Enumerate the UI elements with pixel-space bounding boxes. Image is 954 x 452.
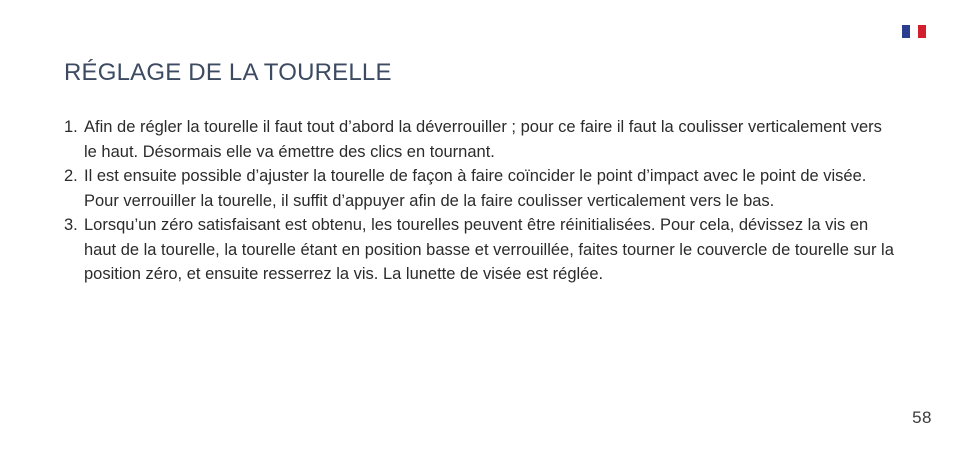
flag-stripe-white [910, 25, 918, 38]
step-text: Afin de régler la tourelle il faut tout d’abord la déverrouiller ; pour ce faire il faut la coulisser verticalement vers le haut. Désormais elle va émettre des clics en tournant. [84, 118, 882, 161]
instruction-list [64, 115, 894, 287]
instruction-step [64, 115, 894, 164]
step-number: 3. [64, 216, 78, 234]
page-number: 58 [912, 408, 932, 427]
page-title: RÉGLAGE DE LA TOURELLE [64, 59, 392, 86]
step-number: 2. [64, 167, 78, 185]
step-number: 1. [64, 118, 78, 136]
flag-stripe-red [918, 25, 926, 38]
step-text: Il est ensuite possible d’ajuster la tourelle de façon à faire coïncider le point d’impact avec le point de visée. Pour verrouiller la tourelle, il suffit d’appuyer afin de la faire coulisser verticalement vers le bas. [84, 167, 867, 210]
instruction-step [64, 164, 894, 213]
flag-stripe-blue [902, 25, 910, 38]
instruction-step [64, 213, 894, 287]
step-text: Lorsqu’un zéro satisfaisant est obtenu, les tourelles peuvent être réinitialisées. Pour cela, dévissez la vis en haut de la tourelle, la tourelle étant en position basse et verrouillée, faites tourner le couvercle de tourelle sur la position zéro, et ensuite resserrez la vis. La lunette de visée est réglée. [84, 216, 894, 283]
france-flag-icon [902, 25, 926, 38]
